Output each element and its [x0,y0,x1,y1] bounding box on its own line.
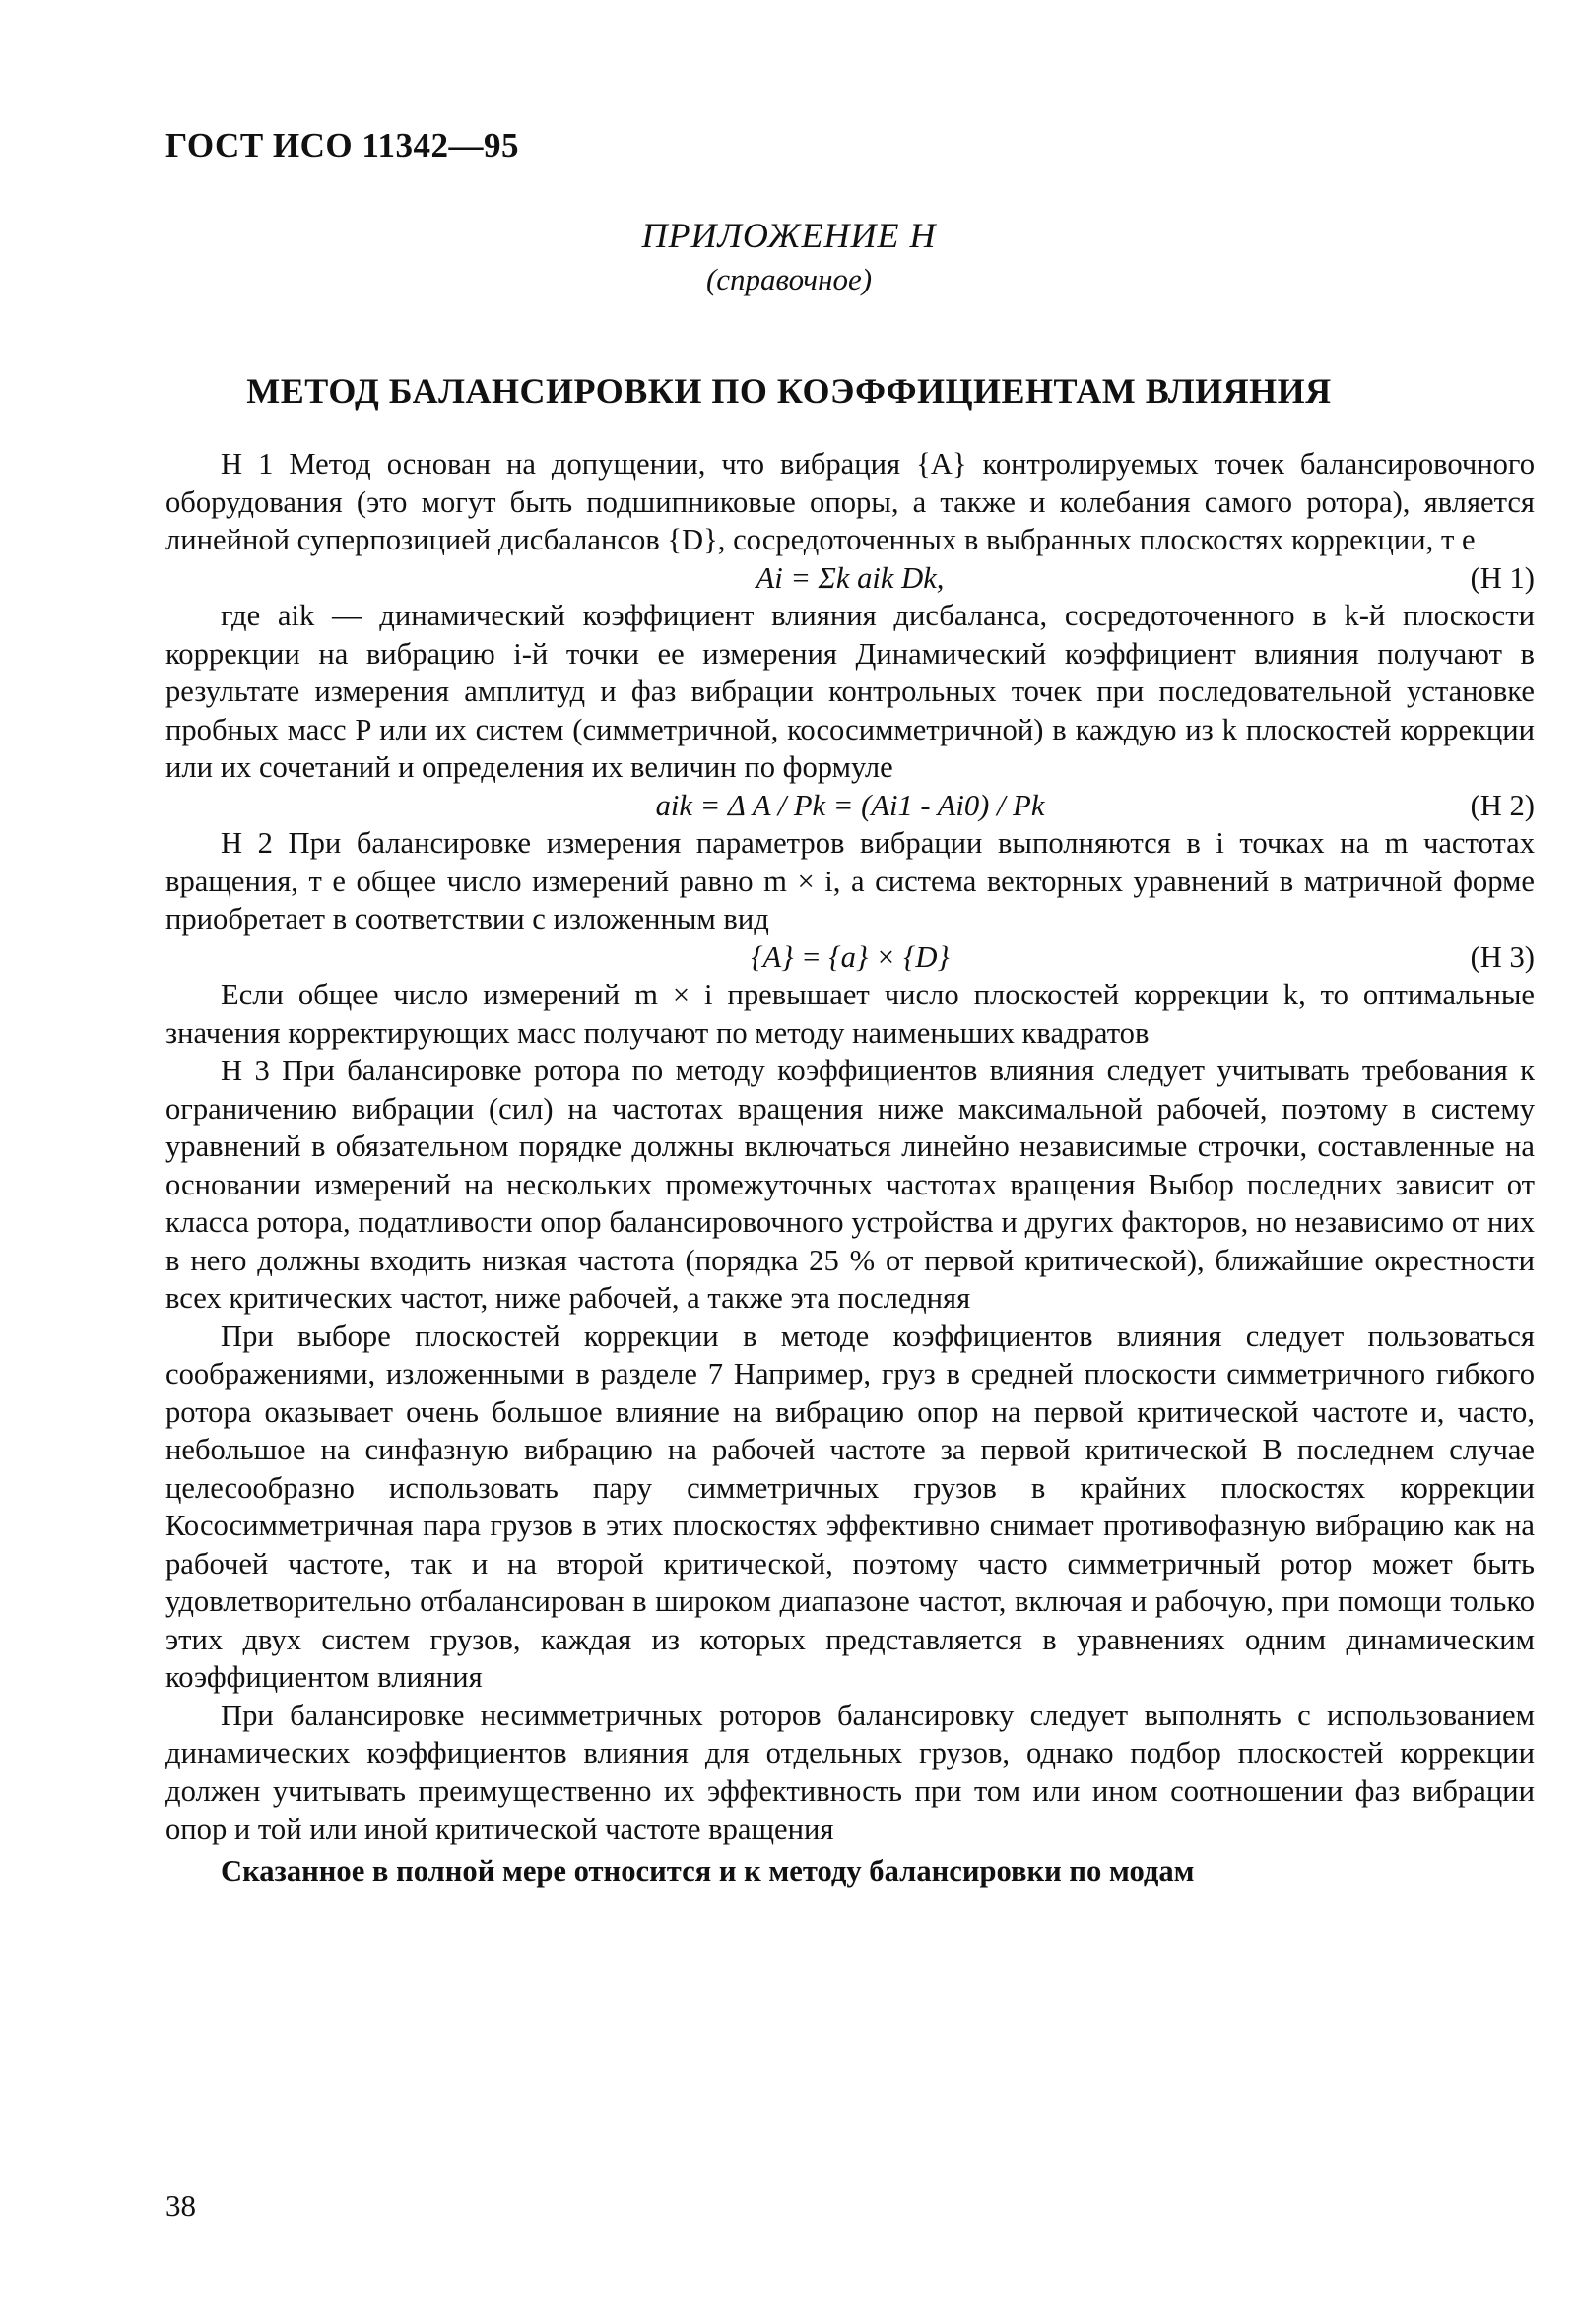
paragraph-h1: Н 1 Метод основан на допущении, что вибрация {A} контролируемых точек балансировочного оборудования (это могут быть подшипниковые опоры, а также и колебания самого ротора), является линейной суперпозицией дисбалансов {D}, сосредоточенных в выбранных плоскостях коррекции, т е [165,447,1535,556]
paragraph-asymmetric-rotors: При балансировке несимметричных роторов балансировку следует выполнять с использованием динамических коэффициентов влияния для отдельных грузов, однако подбор плоскостей коррекции должен учитывать преимущественно их эффективность при том или ином соотношении фаз вибрации опор и той или иной критической частоте вращения [165,1698,1535,1845]
formula-h1-number: (Н 1) [1470,560,1535,595]
formula-h1 [165,559,1535,598]
section-title: МЕТОД БАЛАНСИРОВКИ ПО КОЭФФИЦИЕНТАМ ВЛИЯНИЯ [246,371,1332,411]
paragraph-h2-note: Если общее число измерений m × i превышает число плоскостей коррекции k, то оптимальные значения корректирующих масс получают по методу наименьших квадратов [165,978,1535,1050]
formula-h1-expression: Ai = Σk aik Dk, [756,560,945,595]
paragraph-final: Сказанное в полной мере относится и к методу балансировки по модам [221,1853,1195,1888]
appendix-title: ПРИЛОЖЕНИЕ Н [641,216,937,255]
paragraph-h2: Н 2 При балансировке измерения параметров вибрации выполняются в i точках на m частотах вращения, т е общее число измерений равно m × i, а система векторных уравнений в матричной форме приобретает в соответствии с изложенным вид [165,826,1535,936]
formula-h3 [165,938,1535,977]
formula-h2-expression: aik = Δ A / Pk = (Ai1 - Ai0) / Pk [655,788,1045,822]
formula-h3-expression: {A} = {a} × {D} [751,939,950,974]
formula-h2 [165,787,1535,825]
formula-h3-number: (Н 3) [1470,939,1535,974]
standard-code-header: ГОСТ ИСО 11342—95 [165,126,519,164]
appendix-subtitle: (справочное) [705,262,873,296]
document-body [165,445,1535,1890]
paragraph-h1-definition: где aik — динамический коэффициент влияния дисбаланса, сосредоточенного в k-й плоскости коррекции на вибрацию i-й точки ее измерения Динамический коэффициент влияния получают в результате измерения амплитуд и фаз вибрации контрольных точек при последовательной установке пробных масс P или их систем (симметричной, кососимметричной) в каждую из k плоскостей коррекции или их сочетаний и определения их величин по формуле [165,599,1535,784]
paragraph-correction-planes: При выборе плоскостей коррекции в методе коэффициентов влияния следует пользоваться соображениями, изложенными в разделе 7 Например, груз в средней плоскости симметричного гибкого ротора оказывает очень большое влияние на вибрацию опор на первой критической частоте и, часто, небольшое на синфазную вибрацию на рабочей частоте за первой критической В последнем случае целесообразно использовать пару симметричных грузов в крайних плоскостях коррекции Кососимметричная пара грузов в этих плоскостях эффективно снимает противофазную вибрацию как на рабочей частоте, так и на второй критической, поэтому часто симметричный ротор может быть удовлетворительно отбалансирован в широком диапазоне частот, включая и рабочую, при помощи только этих двух систем грузов, каждая из которых представляется в уравнениях одним динамическим коэффициентом влияния [165,1319,1535,1694]
formula-h2-number: (Н 2) [1470,788,1535,822]
paragraph-h3: Н 3 При балансировке ротора по методу коэффициентов влияния следует учитывать требования к ограничению вибрации (сил) на частотах вращения ниже максимальной рабочей, поэтому в систему уравнений в обязательном порядке должны включаться линейно независимые строчки, составленные на основании измерений на нескольких промежуточных частотах вращения Выбор последних зависит от класса ротора, податливости опор балансировочного устройства и других факторов, но независимо от них в него должны входить низкая частота (порядка 25 % от первой критической), ближайшие окрестности всех критических частот, ниже рабочей, а также эта последняя [165,1054,1535,1315]
page-number: 38 [165,2188,196,2223]
